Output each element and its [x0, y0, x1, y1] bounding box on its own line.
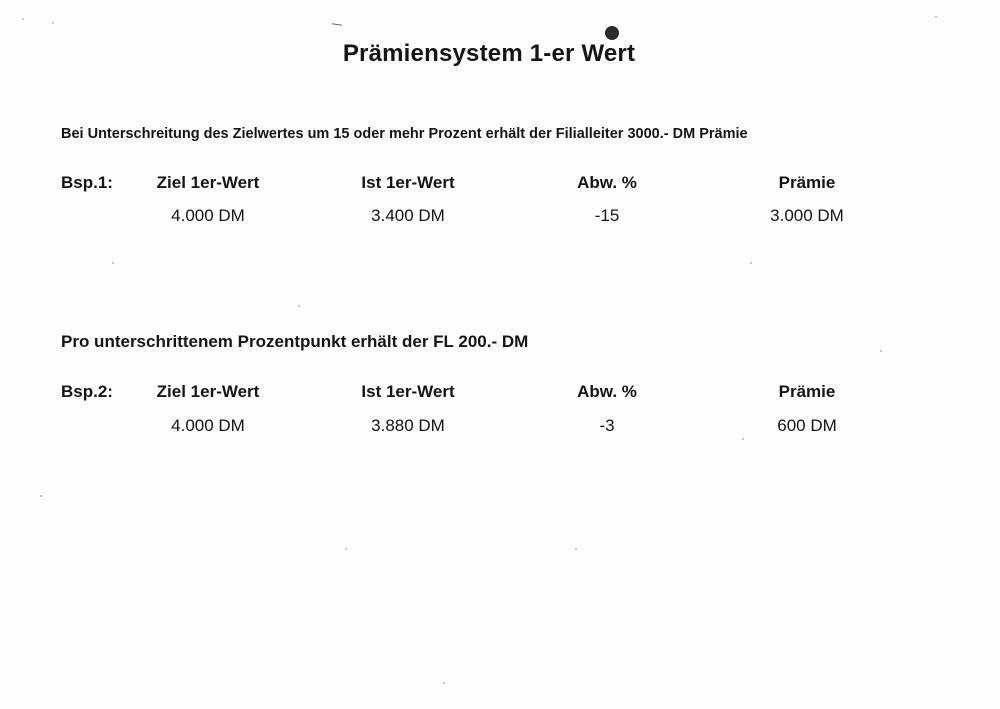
value-praemie: 3.000 DM: [770, 206, 844, 225]
scan-speck: [52, 22, 54, 24]
page-title: Prämiensystem 1-er Wert: [342, 40, 636, 67]
scan-speck: [443, 682, 445, 684]
scan-speck: [742, 438, 744, 440]
example-label: Bsp.1:: [61, 173, 113, 192]
scan-speck: [298, 305, 300, 307]
rule-text-2: Pro unterschrittenem Prozentpunkt erhält der FL 200.- DM: [61, 332, 529, 351]
example-2-header-row: [0, 382, 1000, 406]
column-header-ist: Ist 1er-Wert: [361, 382, 455, 401]
rule-text-1: Bei Unterschreitung des Zielwertes um 15 oder mehr Prozent erhält der Filialleiter 3000.- DM Prämie: [61, 126, 748, 142]
column-header-abw: Abw. %: [577, 382, 637, 401]
scan-speck: [575, 548, 577, 550]
example-label: Bsp.2:: [61, 382, 113, 401]
value-abw: -15: [594, 206, 620, 225]
scan-speck: [345, 548, 347, 550]
scan-mark: [332, 23, 342, 25]
column-header-ziel: Ziel 1er-Wert: [156, 382, 260, 401]
column-header-abw: Abw. %: [577, 173, 637, 192]
column-header-praemie: Prämie: [778, 382, 836, 401]
column-header-praemie: Prämie: [778, 173, 836, 192]
scan-speck: [112, 262, 114, 264]
value-ist: 3.400 DM: [371, 206, 445, 225]
value-ziel: 4.000 DM: [171, 206, 245, 225]
column-header-ziel: Ziel 1er-Wert: [156, 173, 260, 192]
scan-speck: [40, 495, 42, 497]
scan-speck: [22, 18, 24, 20]
scan-speck: [750, 262, 752, 264]
scan-speck: [935, 16, 937, 18]
example-1-header-row: [0, 173, 1000, 197]
value-praemie: 600 DM: [777, 416, 837, 435]
column-header-ist: Ist 1er-Wert: [361, 173, 455, 192]
example-1-value-row: [0, 206, 1000, 230]
scan-speck: [880, 350, 882, 352]
punch-hole-mark: [605, 26, 619, 40]
value-ist: 3.880 DM: [371, 416, 445, 435]
value-abw: -3: [599, 416, 615, 435]
example-2-value-row: [0, 416, 1000, 440]
value-ziel: 4.000 DM: [171, 416, 245, 435]
